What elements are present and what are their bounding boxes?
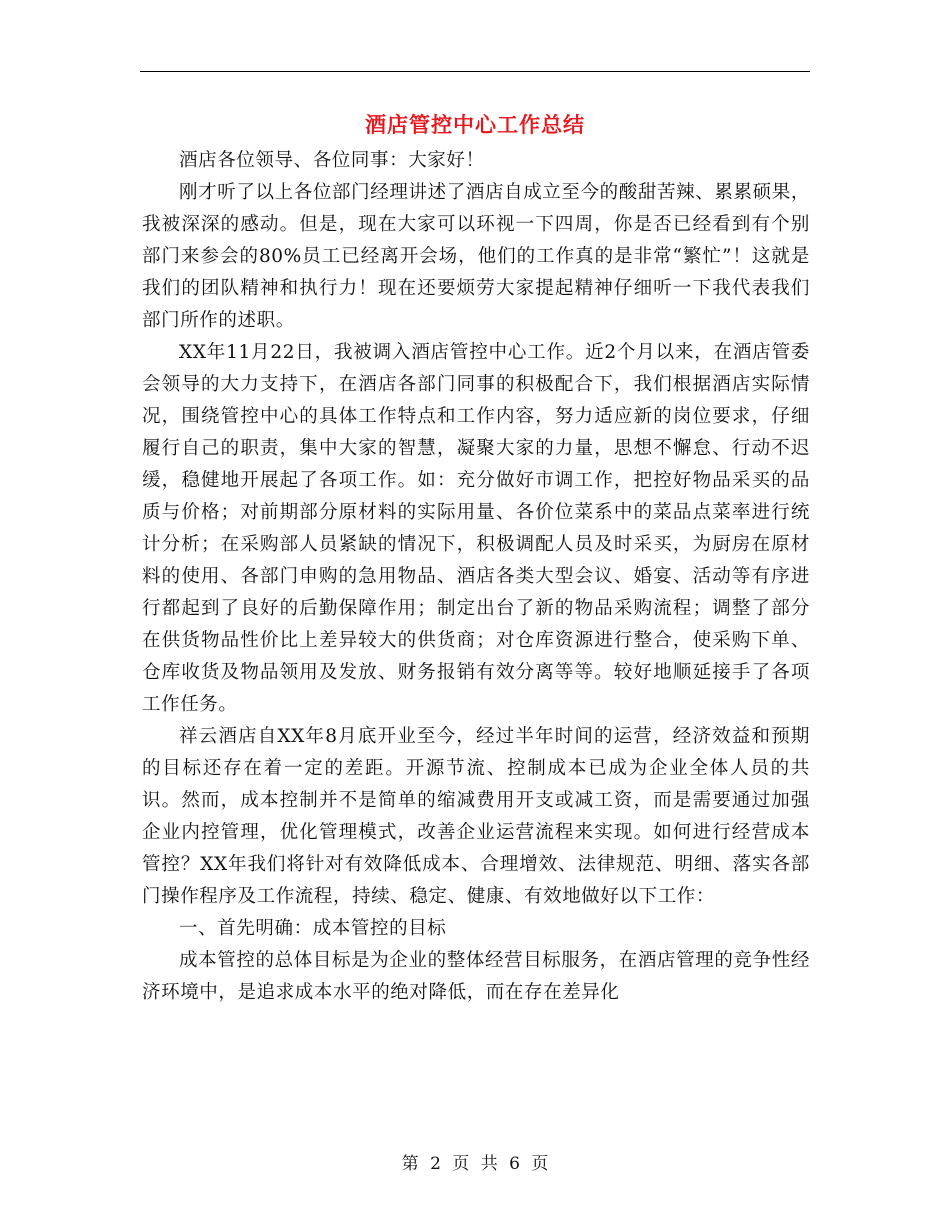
paragraph-work-summary: XX年11月22日，我被调入酒店管控中心工作。近2个月以来，在酒店管委会领导的大力支持下，在酒店各部门同事的积极配合下，我们根据酒店实际情况，围绕管控中心的具体工作特点和工作内容，努力适应新的岗位要求，仔细履行自己的职责，集中大家的智慧，凝聚大家的力量，思想不懈怠、行动不迟缓，稳健地开展起了各项工作。如：充分做好市调工作，把控好物品采买的品质与价格；对前期部分原材料的实际用量、各价位菜系中的菜品点菜率进行统计分析；在采购部人员紧缺的情况下，积极调配人员及时采买，为厨房在原材料的使用、各部门申购的急用物品、酒店各类大型会议、婚宴、活动等有序进行都起到了良好的后勤保障作用；制定出台了新的物品采购流程；调整了部分在供货物品性价比上差异较大的供货商；对仓库资源进行整合，使采购下单、仓库收货及物品领用及发放、财务报销有效分离等等。较好地顺延接手了各项工作任务。 (142, 342, 810, 715)
paragraph-cost-goal: 成本管控的总体目标是为企业的整体经营目标服务，在酒店管理的竞争性经济环境中，是追求成本水平的绝对降低，而在存在差异化 (142, 950, 810, 1003)
paragraph-opening: 刚才听了以上各位部门经理讲述了酒店自成立至今的酸甜苦辣、累累硕果，我被深深的感动。但是，现在大家可以环视一下四周，你是否已经看到有个别部门来参会的80%员工已经离开会场，他们的工作真的是非常“繁忙”！这就是我们的团队精神和执行力！现在还要烦劳大家提起精神仔细听一下我代表我们部门所作的述职。 (142, 182, 810, 331)
paragraph-cost-control: 祥云酒店自XX年8月底开业至今，经过半年时间的运营，经济效益和预期的目标还存在着一定的差距。开源节流、控制成本已成为企业全体人员的共识。然而，成本控制并不是简单的缩减费用开支或减工资，而是需要通过加强企业内控管理，优化管理模式，改善企业运营流程来实现。如何进行经营成本管控？XX年我们将针对有效降低成本、合理增效、法律规范、明细、落实各部门操作程序及工作流程，持续、稳定、健康、有效地做好以下工作： (142, 726, 810, 907)
page-footer: 第 2 页 共 6 页 (401, 1154, 549, 1174)
paragraph-greeting: 酒店各位领导、各位同事：大家好！ (179, 150, 485, 171)
document-body (142, 145, 810, 1009)
header-rule (140, 71, 810, 72)
document-title: 酒店管控中心工作总结 (365, 112, 585, 137)
section-heading-1: 一、首先明确：成本管控的目标 (179, 918, 447, 939)
